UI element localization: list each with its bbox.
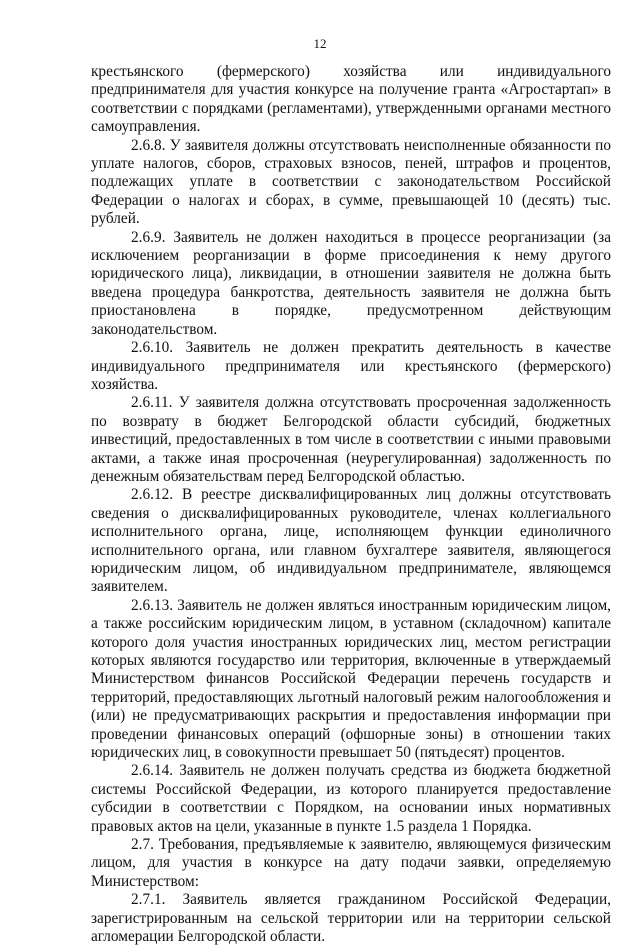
paragraph-2-6-13: 2.6.13. Заявитель не должен являться иностранным юридическим лицом, а также российским юридическим лицом, в уставном (складочном) капитале которого доля участия иностранных юридических лиц, местом регистрации которых являются государство или территория, включенные в утверждаемый Министерством финансов Российской Федерации перечень государств и территорий, предоставляющих льготный налоговый режим налогообложения и (или) не предусматривающих раскрытия и предоставления информации при проведении финансовых операций (офшорные зоны) в отношении таких юридических лиц, в совокупности превышает 50 (пятьдесят) процентов. xyxy=(91,596,611,762)
paragraph-continuation: крестьянского (фермерского) хозяйства или индивидуального предпринимателя для участия конкурсе на получение гранта «Агростартап» в соответствии с порядками (регламентами), утвержденными органами местного самоуправления. xyxy=(91,63,611,136)
paragraph-2-6-8: 2.6.8. У заявителя должны отсутствовать неисполненные обязанности по уплате налогов, сборов, страховых взносов, пеней, штрафов и процентов, подлежащих уплате в соответствии с законодательством Российской Федерации о налогах и сборах, в сумме, превышающей 10 (десять) тыс. рублей. xyxy=(91,136,611,228)
paragraph-2-6-9: 2.6.9. Заявитель не должен находиться в процессе реорганизации (за исключением реорганизации в форме присоединения к нему другого юридического лица), ликвидации, в отношении заявителя не должна быть введена процедура банкротства, деятельность заявителя не должна быть приостановлена в порядке, предусмотренном действующим законодательством. xyxy=(91,228,611,338)
paragraph-2-7-1: 2.7.1. Заявитель является гражданином Российской Федерации, зарегистрированным на сельской территории или на территории сельской агломерации Белгородской области. xyxy=(91,891,611,946)
paragraph-2-6-12: 2.6.12. В реестре дисквалифицированных лиц должны отсутствовать сведения о дисквалифицированных руководителе, членах коллегиального исполнительного органа, лице, исполняющем функции единоличного исполнительного органа, или главном бухгалтере заявителя, являющегося юридическим лицом, об индивидуальном предпринимателе, являющемся заявителем. xyxy=(91,486,611,596)
page-number: 12 xyxy=(313,36,327,51)
paragraph-2-6-11: 2.6.11. У заявителя должна отсутствовать просроченная задолженность по возврату в бюджет Белгородской области субсидий, бюджетных инвестиций, предоставленных в том числе в соответствии с иными правовыми актами, а также иная просроченная (неурегулированная) задолженность по денежным обязательствам перед Белгородской областью. xyxy=(91,394,611,485)
paragraph-2-6-10: 2.6.10. Заявитель не должен прекратить деятельность в качестве индивидуального предпринимателя или крестьянского (фермерского) хозяйства. xyxy=(91,339,611,393)
paragraph-2-6-14: 2.6.14. Заявитель не должен получать средства из бюджета бюджетной системы Российской Федерации, из которого планируется предоставление субсидии в соответствии с Порядком, на основании иных нормативных правовых актов на цели, указанные в пункте 1.5 раздела 1 Порядка. xyxy=(91,762,611,835)
paragraph-2-7: 2.7. Требования, предъявляемые к заявителю, являющемуся физическим лицом, для участия в конкурсе на дату подачи заявки, определяемую Министерством: xyxy=(91,836,611,890)
document-body xyxy=(91,63,611,947)
